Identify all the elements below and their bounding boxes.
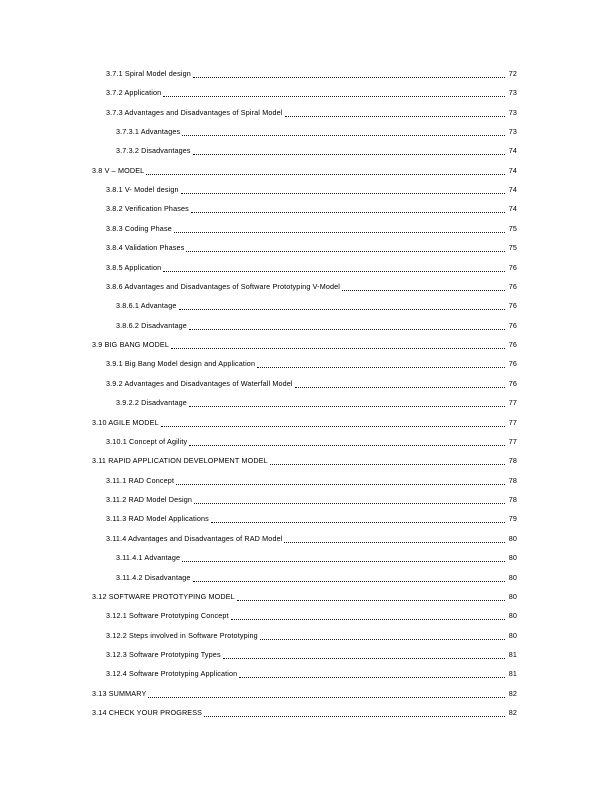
toc-entry-title: 3.12.2 Steps involved in Software Prototyping <box>106 631 258 640</box>
toc-entry[interactable] <box>106 668 517 680</box>
toc-entry[interactable] <box>106 610 517 622</box>
toc-entry[interactable] <box>92 707 517 719</box>
toc-dot-leader <box>284 542 505 543</box>
toc-dot-leader <box>176 484 505 485</box>
toc-dot-leader <box>161 426 505 427</box>
toc-dot-leader <box>179 309 506 310</box>
toc-entry-page: 80 <box>508 534 517 543</box>
toc-entry-page: 72 <box>508 69 517 78</box>
toc-entry-page: 73 <box>508 108 517 117</box>
toc-entry-title: 3.7.3.1 Advantages <box>116 127 181 136</box>
toc-entry-title: 3.8.6.1 Advantage <box>116 301 177 310</box>
toc-entry-page: 82 <box>508 708 517 717</box>
toc-dot-leader <box>270 464 505 465</box>
toc-entry-page: 74 <box>508 204 517 213</box>
toc-entry-title: 3.11.4 Advantages and Disadvantages of RAD Model <box>106 534 283 543</box>
toc-entry-page: 77 <box>508 398 517 407</box>
toc-entry-page: 78 <box>508 476 517 485</box>
toc-dot-leader <box>189 445 505 446</box>
toc-entry[interactable] <box>92 455 517 467</box>
toc-entry[interactable] <box>106 649 517 661</box>
toc-entry-page: 76 <box>508 263 517 272</box>
toc-dot-leader <box>181 193 505 194</box>
toc-entry-title: 3.9.1 Big Bang Model design and Application <box>106 359 256 368</box>
toc-entry-title: 3.8 V – MODEL <box>92 166 145 175</box>
toc-entry-page: 80 <box>508 611 517 620</box>
toc-entry-title: 3.7.3 Advantages and Disadvantages of Spiral Model <box>106 108 283 117</box>
toc-entry-title: 3.12.1 Software Prototyping Concept <box>106 611 229 620</box>
toc-entry[interactable] <box>106 87 517 99</box>
toc-entry[interactable] <box>92 417 517 429</box>
toc-entry-title: 3.11.3 RAD Model Applications <box>106 514 209 523</box>
toc-entry[interactable] <box>106 223 517 235</box>
toc-entry[interactable] <box>116 126 517 138</box>
toc-entry-title: 3.9.2.2 Disadvantage <box>116 398 187 407</box>
toc-entry[interactable] <box>106 436 517 448</box>
toc-entry-title: 3.8.4 Validation Phases <box>106 243 185 252</box>
toc-dot-leader <box>193 77 505 78</box>
toc-entry-title: 3.10 AGILE MODEL <box>92 418 159 427</box>
toc-dot-leader <box>193 154 505 155</box>
toc-entry[interactable] <box>92 688 517 700</box>
toc-entry-title: 3.9 BIG BANG MODEL <box>92 340 169 349</box>
toc-entry-title: 3.8.5 Application <box>106 263 162 272</box>
toc-entry-page: 79 <box>508 514 517 523</box>
toc-entry-page: 76 <box>508 359 517 368</box>
toc-dot-leader <box>257 367 505 368</box>
toc-entry[interactable] <box>106 630 517 642</box>
toc-entry-page: 80 <box>508 631 517 640</box>
toc-entry-title: 3.10.1 Concept of Agility <box>106 437 188 446</box>
toc-entry-title: 3.8.6 Advantages and Disadvantages of Software Prototyping V-Model <box>106 282 341 291</box>
toc-entry-title: 3.7.3.2 Disadvantages <box>116 146 191 155</box>
toc-dot-leader <box>191 212 505 213</box>
toc-entry-page: 74 <box>508 146 517 155</box>
toc-dot-leader <box>260 639 505 640</box>
toc-entry-title: 3.11.2 RAD Model Design <box>106 495 193 504</box>
toc-entry-page: 76 <box>508 340 517 349</box>
toc-dot-leader <box>211 522 505 523</box>
toc-dot-leader <box>285 116 505 117</box>
toc-entry[interactable] <box>106 203 517 215</box>
toc-entry[interactable] <box>106 358 517 370</box>
toc-dot-leader <box>182 561 505 562</box>
toc-entry-page: 82 <box>508 689 517 698</box>
toc-entry-page: 75 <box>508 243 517 252</box>
toc-entry-page: 78 <box>508 495 517 504</box>
toc-entry-title: 3.9.2 Advantages and Disadvantages of Waterfall Model <box>106 379 293 388</box>
toc-dot-leader <box>342 290 505 291</box>
toc-dot-leader <box>237 600 505 601</box>
toc-dot-leader <box>163 271 505 272</box>
toc-entry[interactable] <box>116 552 517 564</box>
toc-entry-title: 3.12 SOFTWARE PROTOTYPING MODEL <box>92 592 235 601</box>
toc-entry-page: 77 <box>508 437 517 446</box>
toc-dot-leader <box>182 135 505 136</box>
toc-dot-leader <box>239 677 505 678</box>
toc-entry-title: 3.8.2 Verification Phases <box>106 204 189 213</box>
toc-entry-title: 3.11 RAPID APPLICATION DEVELOPMENT MODEL <box>92 456 268 465</box>
toc-entry-title: 3.13 SUMMARY <box>92 689 147 698</box>
toc-dot-leader <box>146 174 505 175</box>
toc-entry-page: 76 <box>508 321 517 330</box>
toc-entry-title: 3.7.1 Spiral Model design <box>106 69 191 78</box>
toc-entry-title: 3.11.1 RAD Concept <box>106 476 175 485</box>
toc-entry[interactable] <box>106 242 517 254</box>
toc-entry[interactable] <box>106 378 517 390</box>
toc-entry-title: 3.12.4 Software Prototyping Application <box>106 669 238 678</box>
toc-entry-title: 3.8.3 Coding Phase <box>106 224 172 233</box>
toc-entry[interactable] <box>116 397 517 409</box>
toc-entry[interactable] <box>92 591 517 603</box>
toc-entry-page: 73 <box>508 88 517 97</box>
toc-entry[interactable] <box>116 572 517 584</box>
table-of-contents <box>0 68 612 718</box>
toc-dot-leader <box>171 348 505 349</box>
toc-dot-leader <box>231 619 505 620</box>
toc-dot-leader <box>295 387 505 388</box>
toc-entry-title: 3.8.6.2 Disadvantage <box>116 321 187 330</box>
toc-entry[interactable] <box>106 513 517 525</box>
toc-dot-leader <box>194 503 505 504</box>
toc-entry-page: 74 <box>508 166 517 175</box>
toc-entry-page: 77 <box>508 418 517 427</box>
toc-entry-title: 3.8.1 V- Model design <box>106 185 179 194</box>
toc-entry-title: 3.12.3 Software Prototyping Types <box>106 650 221 659</box>
toc-entry-page: 80 <box>508 592 517 601</box>
toc-entry[interactable] <box>106 494 517 506</box>
toc-entry-page: 74 <box>508 185 517 194</box>
toc-entry-page: 81 <box>508 650 517 659</box>
toc-entry-page: 76 <box>508 379 517 388</box>
toc-entry-page: 80 <box>508 573 517 582</box>
toc-entry[interactable] <box>106 107 517 119</box>
toc-entry[interactable] <box>106 68 517 80</box>
toc-entry-title: 3.11.4.2 Disadvantage <box>116 573 191 582</box>
toc-entry[interactable] <box>106 475 517 487</box>
toc-entry-page: 76 <box>508 301 517 310</box>
toc-entry[interactable] <box>116 300 517 312</box>
toc-entry[interactable] <box>106 533 517 545</box>
toc-dot-leader <box>163 96 505 97</box>
toc-dot-leader <box>174 232 505 233</box>
toc-entry-title: 3.14 CHECK YOUR PROGRESS <box>92 708 203 717</box>
toc-entry-page: 78 <box>508 456 517 465</box>
toc-entry[interactable] <box>106 184 517 196</box>
toc-dot-leader <box>189 329 505 330</box>
toc-entry[interactable] <box>106 262 517 274</box>
toc-dot-leader <box>186 251 505 252</box>
toc-entry-title: 3.7.2 Application <box>106 88 162 97</box>
toc-dot-leader <box>148 697 505 698</box>
toc-dot-leader <box>223 658 505 659</box>
toc-entry[interactable] <box>106 281 517 293</box>
toc-dot-leader <box>204 716 505 717</box>
toc-entry[interactable] <box>92 165 517 177</box>
toc-entry-page: 75 <box>508 224 517 233</box>
toc-entry-page: 80 <box>508 553 517 562</box>
toc-entry-page: 81 <box>508 669 517 678</box>
toc-entry[interactable] <box>92 339 517 351</box>
toc-dot-leader <box>193 581 505 582</box>
toc-entry-title: 3.11.4.1 Advantage <box>116 553 181 562</box>
toc-entry[interactable] <box>116 145 517 157</box>
toc-entry-page: 76 <box>508 282 517 291</box>
toc-dot-leader <box>189 406 505 407</box>
toc-entry-page: 73 <box>508 127 517 136</box>
toc-entry[interactable] <box>116 320 517 332</box>
